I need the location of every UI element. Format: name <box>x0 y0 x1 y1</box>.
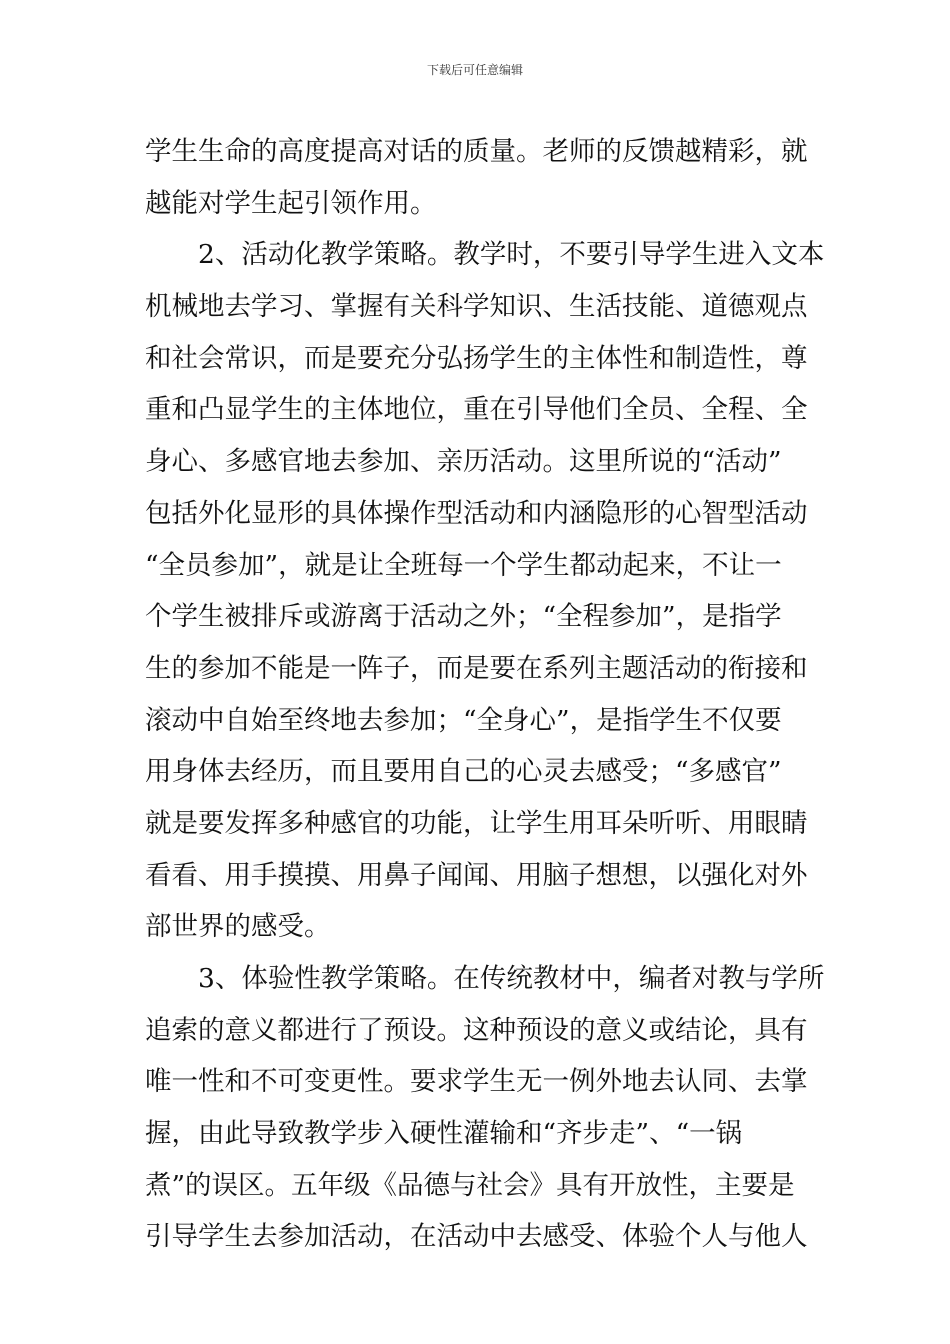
text-line: 2、活动化教学策略。教学时，不要引导学生进入文本 <box>145 239 825 271</box>
text-line: 就是要发挥多种感官的功能，让学生用耳朵听听、用眼睛 <box>145 807 808 839</box>
text-line: 生的参加不能是一阵子，而是要在系列主题活动的衔接和 <box>145 652 808 684</box>
text-line: 机械地去学习、掌握有关科学知识、生活技能、道德观点 <box>145 291 808 323</box>
document-body <box>145 126 825 1263</box>
text-line: 学生生命的高度提高对话的质量。老师的反馈越精彩，就 <box>145 136 808 167</box>
text-line: 看看、用手摸摸、用鼻子闻闻、用脑子想想，以强化对外 <box>145 859 808 891</box>
text-line: 包括外化显形的具体操作型活动和内涵隐形的心智型活动 <box>145 497 808 529</box>
text-line: 握，由此导致教学步入硬性灌输和“齐步走”、“一锅 <box>145 1118 743 1150</box>
page-header: 下载后可任意编辑 <box>426 63 523 77</box>
text-line: 用身体去经历，而且要用自己的心灵去感受；“多感官” <box>145 756 782 788</box>
text-line: 3、体验性教学策略。在传统教材中，编者对教与学所 <box>145 963 825 994</box>
text-line: 引导学生去参加活动，在活动中去感受、体验个人与他人 <box>145 1221 808 1253</box>
text-line: 重和凸显学生的主体地位，重在引导他们全员、全程、全 <box>145 394 808 426</box>
text-line: 个学生被排斥或游离于活动之外；“全程参加”，是指学 <box>145 601 782 633</box>
text-line: 和社会常识，而是要充分弘扬学生的主体性和制造性，尊 <box>145 342 808 374</box>
text-line: 唯一性和不可变更性。要求学生无一例外地去认同、去掌 <box>145 1066 808 1098</box>
text-line: 滚动中自始至终地去参加；“全身心”，是指学生不仅要 <box>145 704 782 736</box>
text-line: 煮”的误区。五年级《品德与社会》具有开放性，主要是 <box>145 1169 795 1201</box>
text-line: 追索的意义都进行了预设。这种预设的意义或结论，具有 <box>145 1014 808 1046</box>
text-line: 身心、多感官地去参加、亲历活动。这里所说的“活动” <box>145 446 782 478</box>
text-line: “全员参加”，就是让全班每一个学生都动起来，不让一 <box>145 549 782 581</box>
text-line: 部世界的感受。 <box>145 911 331 943</box>
text-line: 越能对学生起引领作用。 <box>145 187 437 219</box>
